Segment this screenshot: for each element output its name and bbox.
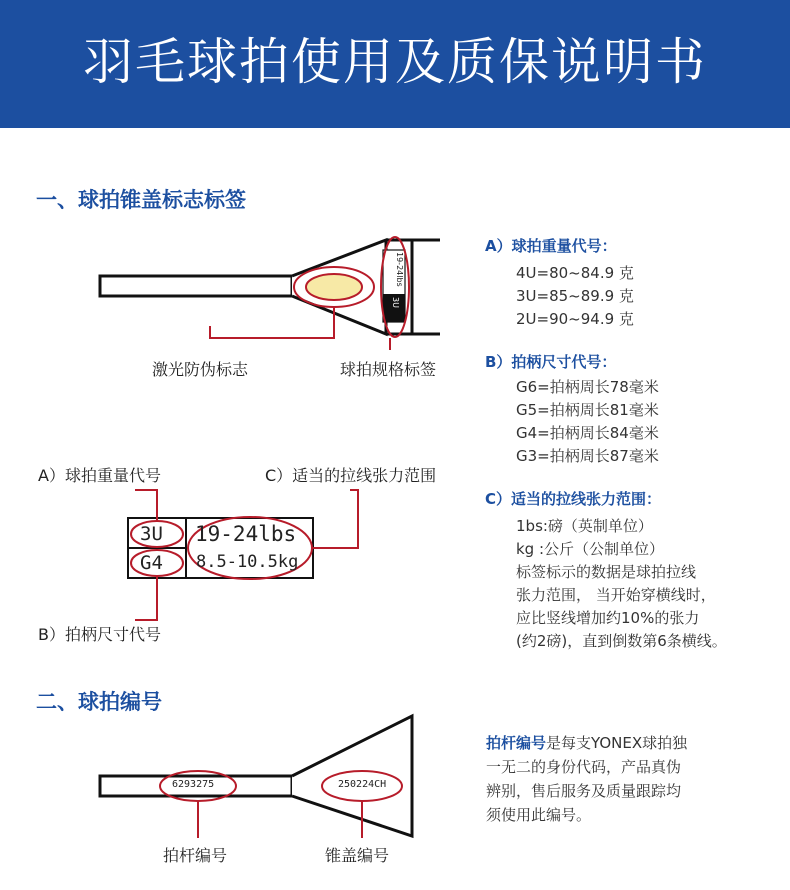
laser-hologram	[306, 274, 362, 300]
info-b-line: G5=拍柄周长81毫米	[516, 401, 659, 419]
label-spec-sticker: 球拍规格标签	[340, 360, 437, 379]
callout-a-leader	[135, 490, 157, 521]
info-c-line: (约2磅)，直到倒数第6条横线。	[516, 632, 727, 650]
info-a-line: 4U=80~84.9 克	[516, 264, 634, 282]
serial-para-line: 一无二的身份代码，产品真伪	[486, 758, 682, 776]
label-cone-number: 锥盖编号	[325, 846, 390, 865]
info-c-line: 1bs:磅（英制单位）	[516, 517, 653, 535]
info-b-line: G4=拍柄周长84毫米	[516, 424, 659, 442]
info-c-line: 标签标示的数据是球拍拉线	[516, 563, 697, 581]
sticker-3u-text: 3U	[140, 523, 163, 545]
info-c-line: 应比竖线增加约10%的张力	[516, 609, 700, 627]
label-shaft-number: 拍杆编号	[163, 846, 228, 865]
shaft-number-text: 6293275	[172, 779, 215, 790]
info-a-line: 2U=90~94.9 克	[516, 310, 634, 328]
racket-shaft	[100, 276, 292, 296]
page-title: 羽毛球拍使用及质保说明书	[83, 33, 707, 91]
serial-para-line: 辨别，售后服务及质量跟踪均	[486, 782, 682, 800]
info-a-title: A）球拍重量代号：	[485, 237, 617, 255]
label-laser-mark: 激光防伪标志	[152, 360, 249, 379]
serial-para-line: 须使用此编号。	[486, 806, 592, 824]
section1-title: 一、球拍锥盖标志标签	[36, 188, 246, 212]
callout-c: C）适当的拉线张力范围	[265, 466, 437, 485]
section2-title: 二、球拍编号	[36, 690, 162, 714]
spec-sticker-tension: 19-24lbs	[395, 252, 404, 287]
callout-b-leader	[135, 576, 157, 620]
info-b-line: G3=拍柄周长87毫米	[516, 447, 659, 465]
info-c-line: kg :公斤（公制单位）	[516, 540, 665, 558]
serial-diagram	[100, 716, 412, 838]
sticker-kg-text: 8.5-10.5kg	[196, 552, 299, 572]
callout-a: A）球拍重量代号	[38, 466, 161, 485]
info-a-line: 3U=85~89.9 克	[516, 287, 634, 305]
racket-cone-diagram	[100, 237, 440, 350]
callout-c-leader	[312, 490, 358, 548]
info-c-title: C）适当的拉线张力范围：	[485, 490, 662, 508]
spec-sticker-code: 3U	[391, 297, 400, 308]
serial-para-highlight: 拍杆编号	[486, 734, 547, 752]
cone-number-text: 250224CH	[338, 779, 387, 790]
callout-b: B）拍柄尺寸代号	[38, 625, 161, 644]
info-c-line: 张力范围， 当开始穿横线时，	[516, 586, 716, 604]
laser-leader	[210, 307, 334, 338]
sticker-tension-text: 19-24lbs	[195, 522, 297, 546]
info-b-line: G6=拍柄周长78毫米	[516, 378, 659, 396]
serial-para-line: 拍杆编号是每支YONEX球拍独	[486, 734, 688, 752]
sticker-g4-text: G4	[140, 552, 163, 574]
info-b-title: B）拍柄尺寸代号：	[485, 353, 617, 371]
